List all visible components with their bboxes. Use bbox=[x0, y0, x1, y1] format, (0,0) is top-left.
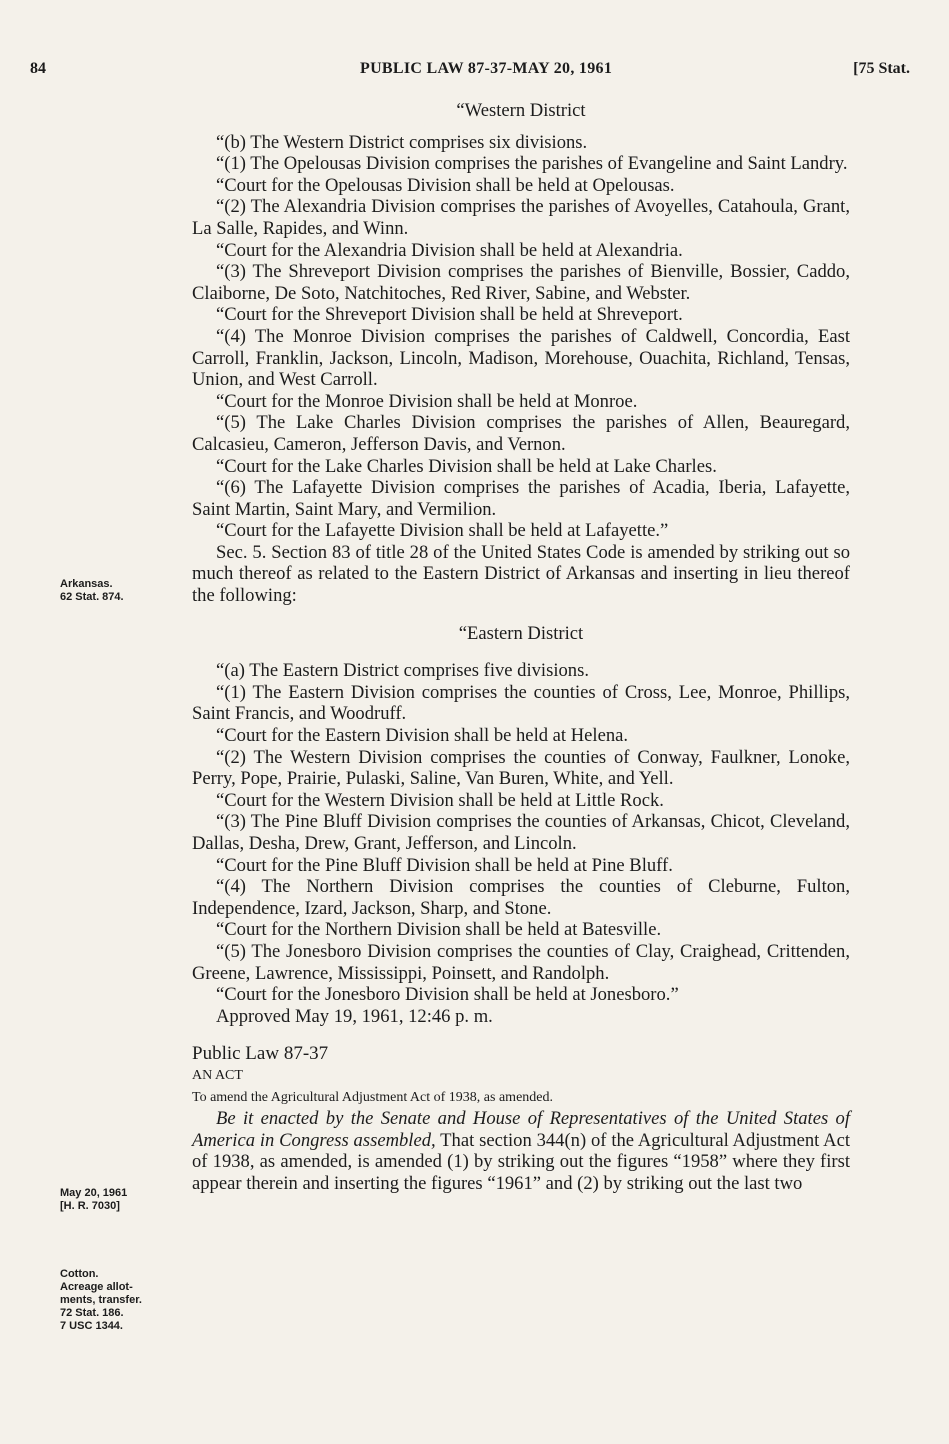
margin-note-line: Cotton. bbox=[60, 1268, 99, 1280]
paragraph: “(5) The Lake Charles Division comprises the parishes of Allen, Beauregard, Calcasieu, Cameron, Jefferson Davis, and Vernon. bbox=[192, 412, 850, 455]
enacting-clause-text: That section 344(n) of the Agricultural Adjustment Act of 1938, as amended, is amended (1) by striking out the figures “1958” where they first appear therein and inserting the figures “1961” and (2) by striking out the last two bbox=[192, 1129, 850, 1194]
margin-note-line: 72 Stat. 186. bbox=[60, 1307, 124, 1319]
body-text bbox=[192, 100, 850, 1195]
public-law-title: Public Law 87-37 bbox=[192, 1043, 329, 1065]
paragraph: “Court for the Western Division shall be held at Little Rock. bbox=[216, 789, 664, 811]
enacting-clause-italic: Be it enacted by the Senate and House of Representatives of the United States of America in Congress assembled, bbox=[192, 1108, 850, 1151]
section-heading-western: “Western District bbox=[456, 100, 586, 121]
margin-note-line: 62 Stat. 874. bbox=[60, 591, 124, 603]
paragraph: “Court for the Lake Charles Division shall be held at Lake Charles. bbox=[216, 455, 717, 477]
page-number: 84 bbox=[30, 60, 46, 77]
paragraph: “Court for the Shreveport Division shall be held at Shreveport. bbox=[216, 304, 683, 326]
margin-note-arkansas bbox=[60, 578, 180, 604]
approval-line: Approved May 19, 1961, 12:46 p. m. bbox=[216, 1005, 493, 1027]
running-title: PUBLIC LAW 87-37-MAY 20, 1961 bbox=[360, 60, 613, 77]
paragraph: “(1) The Opelousas Division comprises the parishes of Evangeline and Saint Landry. bbox=[216, 153, 848, 175]
margin-note-line: Acreage allot- bbox=[60, 1281, 133, 1293]
section-heading-eastern: “Eastern District bbox=[458, 622, 584, 644]
margin-note-cotton bbox=[60, 1268, 180, 1333]
paragraph: “Court for the Northern Division shall be held at Batesville. bbox=[216, 919, 662, 941]
paragraph: “Court for the Pine Bluff Division shall be held at Pine Bluff. bbox=[216, 854, 673, 876]
paragraph: “Court for the Lafayette Division shall be held at Lafayette.” bbox=[216, 520, 669, 542]
paragraph: “(3) The Shreveport Division comprises the parishes of Bienville, Bossier, Caddo, Claiborne, De Soto, Natchitoches, Red River, Sabine, and Webster. bbox=[192, 261, 850, 304]
paragraph: “(4) The Northern Division comprises the counties of Cleburne, Fulton, Independence, Izard, Jackson, Sharp, and Stone. bbox=[192, 876, 850, 919]
page-header bbox=[30, 60, 910, 84]
act-subtitle: To amend the Agricultural Adjustment Act of 1938, as amended. bbox=[192, 1089, 553, 1105]
act-heading: AN ACT bbox=[192, 1067, 243, 1083]
paragraph: “(2) The Western Division comprises the counties of Conway, Faulkner, Lonoke, Perry, Pope, Prairie, Pulaski, Saline, Van Buren, White, and Yell. bbox=[192, 746, 850, 790]
margin-note-line: 7 USC 1344. bbox=[60, 1320, 123, 1332]
margin-note-line: Arkansas. bbox=[60, 578, 113, 590]
paragraph: “(2) The Alexandria Division comprises the parishes of Avoyelles, Catahoula, Grant, La Salle, Rapides, and Winn. bbox=[192, 196, 850, 239]
paragraph: “Court for the Opelousas Division shall be held at Opelousas. bbox=[216, 174, 675, 196]
paragraph: “(4) The Monroe Division comprises the parishes of Caldwell, Concordia, East Carroll, Franklin, Jackson, Lincoln, Madison, Morehouse, Ouachita, Richland, Tensas, Union, and West Carroll. bbox=[192, 325, 850, 391]
margin-note-line: [H. R. 7030] bbox=[60, 1200, 120, 1212]
paragraph: “(6) The Lafayette Division comprises the parishes of Acadia, Iberia, Lafayette, Saint Martin, Saint Mary, and Vermilion. bbox=[192, 477, 850, 520]
margin-note-line: May 20, 1961 bbox=[60, 1187, 128, 1199]
margin-note-bill-date bbox=[60, 1187, 180, 1213]
paragraph: “Court for the Alexandria Division shall be held at Alexandria. bbox=[216, 239, 683, 261]
paragraph: “Court for the Eastern Division shall be held at Helena. bbox=[216, 725, 629, 747]
section-5-paragraph: Sec. 5. Section 83 of title 28 of the United States Code is amended by striking out so much thereof as related to the Eastern District of Arkansas and inserting in lieu thereof the following: bbox=[192, 541, 850, 607]
paragraph: “Court for the Jonesboro Division shall be held at Jonesboro.” bbox=[216, 984, 679, 1006]
enacting-clause bbox=[192, 1108, 850, 1194]
statute-reference: [75 Stat. bbox=[853, 60, 910, 77]
paragraph: “(b) The Western District comprises six divisions. bbox=[216, 131, 588, 153]
paragraph: “(a) The Eastern District comprises five divisions. bbox=[216, 660, 589, 682]
paragraph: “(3) The Pine Bluff Division comprises the counties of Arkansas, Chicot, Cleveland, Dallas, Desha, Drew, Grant, Jefferson, and Lincoln. bbox=[192, 811, 850, 854]
paragraph: “(5) The Jonesboro Division comprises the counties of Clay, Craighead, Crittenden, Greene, Lawrence, Mississippi, Poinsett, and Randolph. bbox=[192, 940, 850, 984]
paragraph: “(1) The Eastern Division comprises the counties of Cross, Lee, Monroe, Phillips, Saint Francis, and Woodruff. bbox=[192, 681, 850, 725]
margin-note-line: ments, transfer. bbox=[60, 1294, 142, 1306]
paragraph: “Court for the Monroe Division shall be held at Monroe. bbox=[216, 390, 638, 412]
